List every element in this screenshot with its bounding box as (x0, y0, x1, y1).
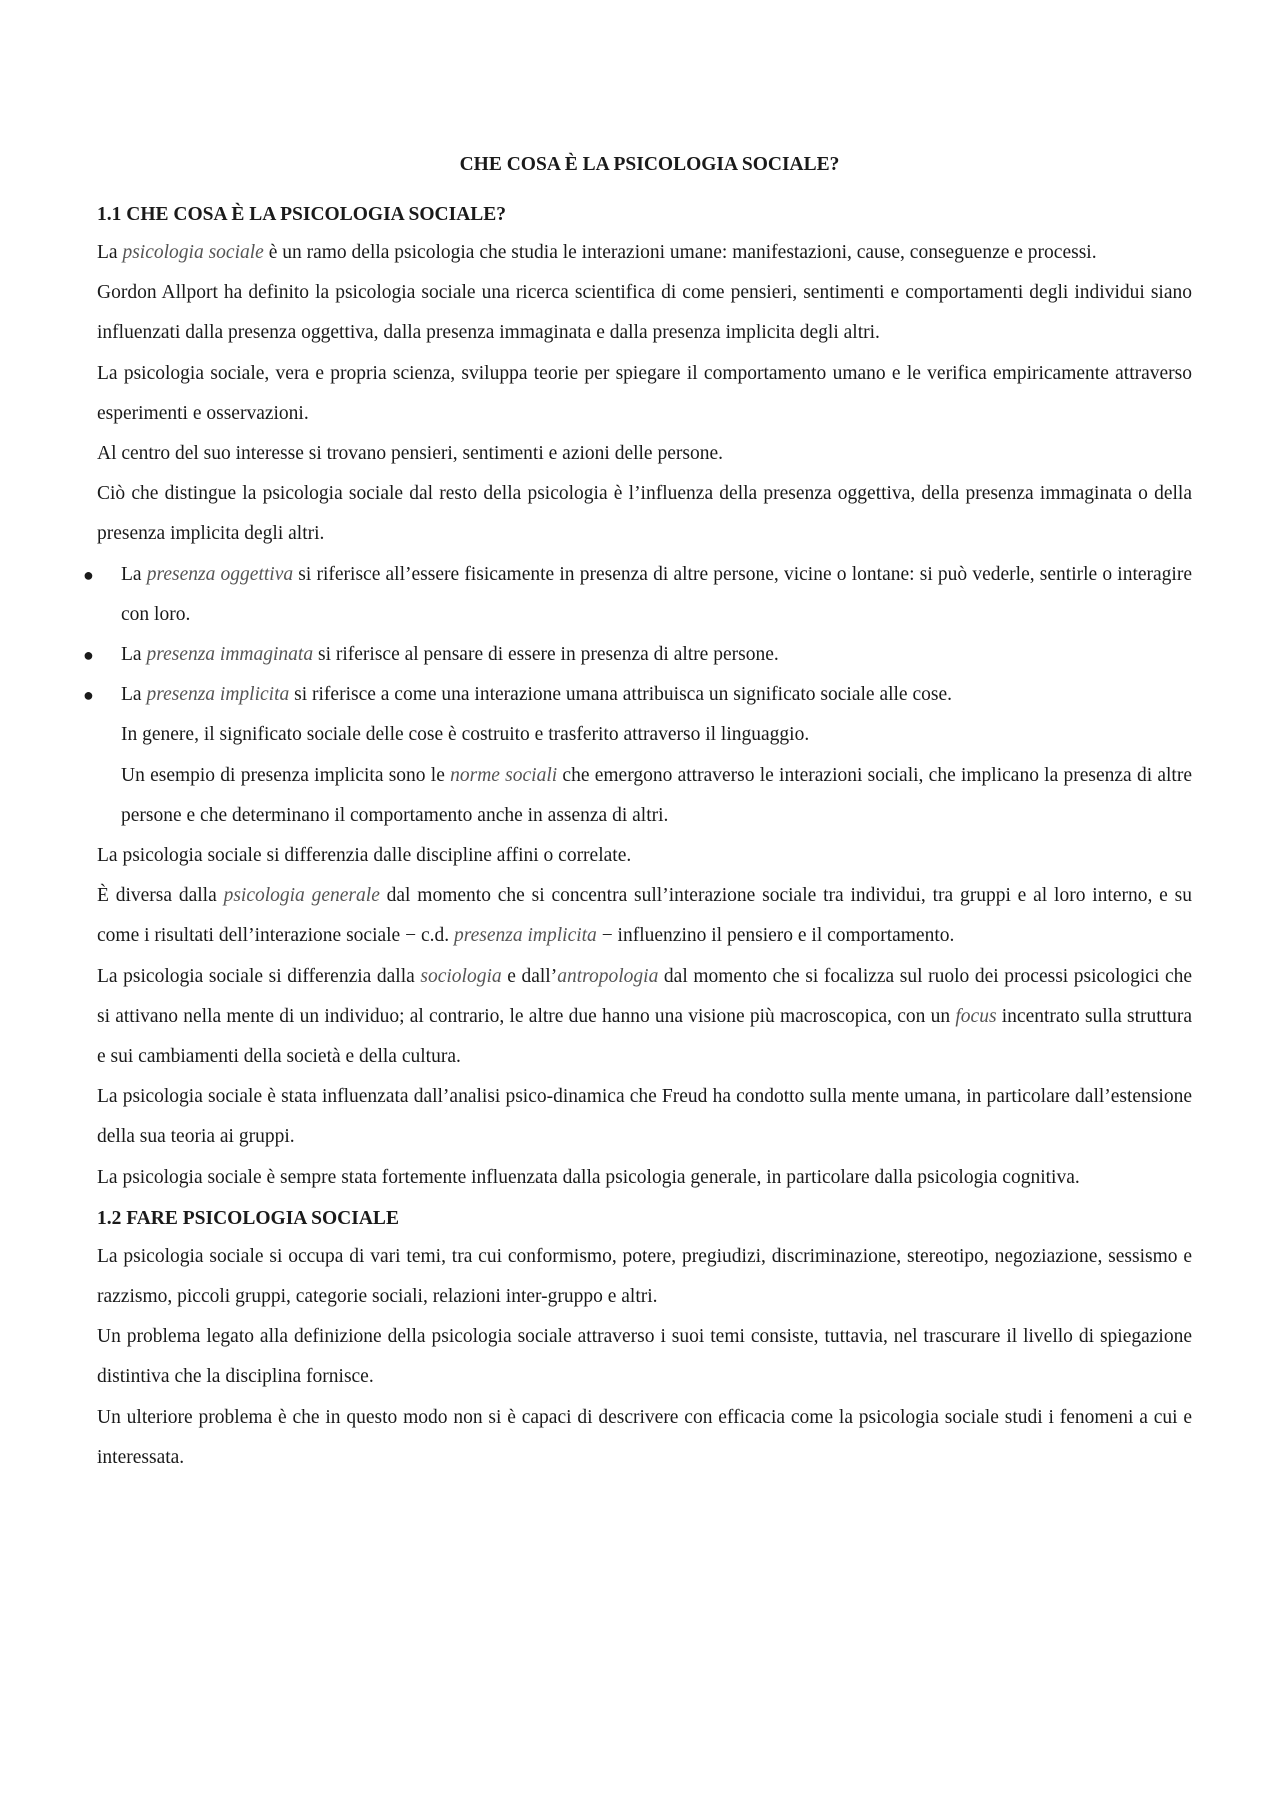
paragraph-psicologia-generale (97, 876, 1192, 956)
bullet-icon: ● (83, 564, 94, 585)
bullet-presenza-oggettiva (83, 555, 1192, 635)
text-run: incentrato sulla struttura e sui cambiamenti della società e della cultura. (97, 1005, 1192, 1068)
text-run: La psicologia sociale si differenzia dalla (97, 965, 421, 987)
presence-bullet-list (83, 555, 1192, 716)
text-run: si riferisce all’essere fisicamente in presenza di altre persone, vicine o lontane: si può vederle, sentirle o interagire con loro. (121, 563, 1192, 625)
emphasis-presenza-oggettiva: presenza oggettiva (146, 563, 294, 585)
paragraph-distinzione: Ciò che distingue la psicologia sociale dal resto della psicologia è l’influenza della presenza oggettiva, della presenza immaginata o della presenza implicita degli altri. (97, 483, 1192, 545)
document-title: CHE COSA È LA PSICOLOGIA SOCIALE? (459, 154, 840, 175)
emphasis-presenza-implicita: presenza implicita (146, 684, 290, 706)
paragraph-norme-sociali (97, 756, 1192, 836)
bullet-presenza-implicita (83, 675, 1192, 715)
paragraph-scienza: La psicologia sociale, vera e propria scienza, sviluppa teorie per spiegare il comportamento umano e le verifica empiricamente attraverso esperimenti e osservazioni. (97, 362, 1192, 424)
paragraph-centro-interesse: Al centro del suo interesse si trovano pensieri, sentimenti e azioni delle persone. (97, 443, 723, 465)
paragraph-significato-sociale: In genere, il significato sociale delle cose è costruito e trasferito attraverso il linguaggio. (121, 724, 810, 746)
emphasis-psicologia-sociale: psicologia sociale (122, 242, 264, 263)
bullet-presenza-immaginata (83, 635, 1192, 675)
text-run: e dall’ (501, 965, 558, 987)
emphasis-psicologia-generale: psicologia generale (223, 885, 380, 907)
text-run: che emergono attraverso le interazioni sociali, che implicano la presenza di altre persone e che determinano il comportamento anche in assenza di altri. (121, 764, 1192, 826)
text-run: La (97, 242, 123, 263)
emphasis-antropologia: antropologia (557, 965, 659, 987)
text-run: − influenzino il pensiero e il comportamento. (596, 925, 955, 947)
text-run: La (121, 684, 147, 706)
section-heading-1-1: 1.1 CHE COSA È LA PSICOLOGIA SOCIALE? (97, 204, 507, 225)
emphasis-presenza-immaginata: presenza immaginata (146, 644, 314, 666)
emphasis-sociologia: sociologia (420, 965, 502, 987)
text-run: È diversa dalla (97, 885, 224, 907)
text-run: si riferisce al pensare di essere in presenza di altre persone. (313, 644, 779, 666)
paragraph-definition (97, 233, 1192, 273)
paragraph-temi: La psicologia sociale si occupa di vari temi, tra cui conformismo, potere, pregiudizi, discriminazione, stereotipo, negoziazione, sessismo e razzismo, piccoli gruppi, categorie sociali, relazioni inter-gruppo e altri. (97, 1245, 1192, 1308)
text-run: La (121, 563, 147, 585)
text-run: è un ramo della psicologia che studia le interazioni umane: manifestazioni, cause, conseguenze e processi. (263, 242, 1097, 263)
text-run: dal momento che si focalizza sul ruolo dei processi psicologici che si attivano nella mente di un individuo; al contrario, le altre due hanno una visione più macroscopica, con un (97, 965, 1193, 1027)
paragraph-freud: La psicologia sociale è stata influenzata dall’analisi psico-dinamica che Freud ha condotto sulla mente umana, in particolare dall’estensione della sua teoria ai gruppi. (97, 1086, 1192, 1148)
emphasis-norme-sociali: norme sociali (450, 764, 558, 786)
emphasis-presenza-implicita-2: presenza implicita (454, 925, 597, 947)
paragraph-discipline-affini: La psicologia sociale si differenzia dalle discipline affini o correlate. (97, 845, 632, 867)
text-run: si riferisce a come una interazione umana attribuisca un significato sociale alle cose. (289, 684, 952, 706)
paragraph-sociologia-antropologia (97, 957, 1192, 1078)
paragraph-allport: Gordon Allport ha definito la psicologia sociale una ricerca scientifica di come pensieri, sentimenti e comportamenti degli individui siano influenzati dalla presenza oggettiva, dalla presenza immaginata e dalla presenza implicita degli altri. (97, 282, 1192, 344)
section-heading-1-2: 1.2 FARE PSICOLOGIA SOCIALE (97, 1207, 399, 1229)
emphasis-focus: focus (955, 1005, 997, 1027)
paragraph-psicologia-cognitiva: La psicologia sociale è sempre stata fortemente influenzata dalla psicologia generale, in particolare dalla psicologia cognitiva. (97, 1166, 1080, 1188)
text-run: Un esempio di presenza implicita sono le (121, 764, 451, 786)
text-run: La (121, 644, 147, 666)
bullet-icon: ● (83, 685, 94, 706)
text-run: dal momento che si concentra sull’interazione sociale tra individui, tra gruppi e al loro interno, e su come i risultati dell’interazione sociale − c.d. (97, 885, 1192, 947)
paragraph-ulteriore-problema: Un ulteriore problema è che in questo modo non si è capaci di descrivere con efficacia come la psicologia sociale studi i fenomeni a cui e interessata. (97, 1406, 1212, 1468)
paragraph-problema-definizione: Un problema legato alla definizione della psicologia sociale attraverso i suoi temi consiste, tuttavia, nel trascurare il livello di spiegazione distintiva che la disciplina fornisce. (97, 1326, 1192, 1388)
bullet-icon: ● (83, 645, 94, 666)
